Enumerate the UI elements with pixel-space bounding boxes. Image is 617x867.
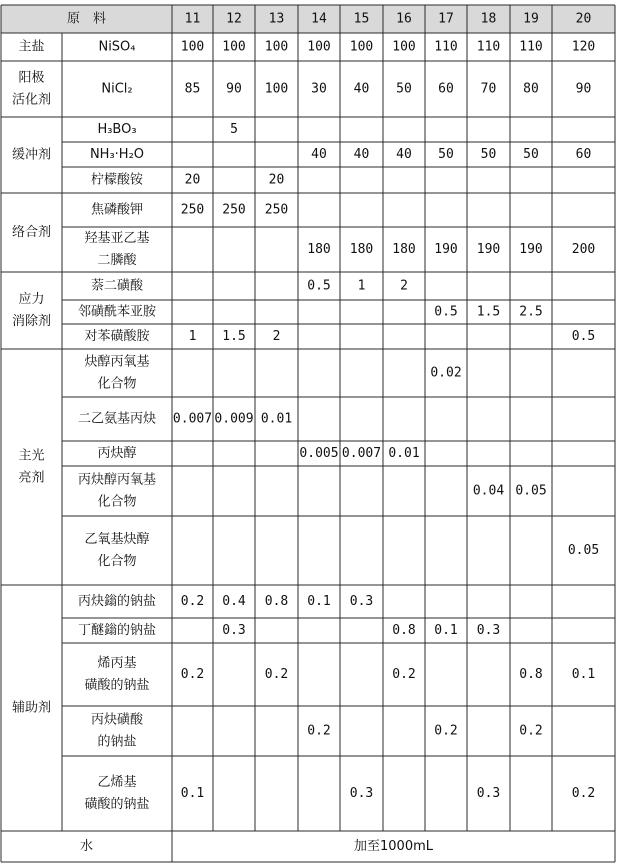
cell-value: 20 (184, 172, 201, 188)
cell-value: 0.8 (264, 594, 289, 609)
cell-value: 20 (268, 172, 285, 188)
ingredient-name-propargyl_alcohol: 丙炔醇 (97, 446, 137, 461)
cell-value: 100 (264, 39, 289, 55)
cell-value: 250 (180, 202, 205, 218)
cell-value: 0.5 (434, 304, 458, 320)
cell-value: 1 (357, 278, 366, 294)
cell-value: 180 (392, 242, 416, 257)
cell-value: 0.3 (349, 786, 374, 801)
cell-value: 100 (349, 39, 374, 55)
cell-value: 180 (349, 242, 374, 257)
header-column-12: 12 (226, 11, 242, 27)
cell-value: 0.1 (180, 786, 205, 801)
ingredient-name-nh3h2o: NH₃·H₂O (89, 147, 145, 162)
ingredient-name-butynediol_propoxy: 炔醇丙氧基 (84, 354, 150, 370)
cell-value: 0.1 (571, 667, 596, 682)
ingredient-name-propargyl_alcohol_propoxy: 化合物 (97, 494, 137, 510)
group-label-complexing: 络合剂 (11, 225, 52, 240)
ingredient-name-vinyl_sulfonate: 乙烯基 (97, 775, 137, 790)
cell-value: 110 (476, 39, 501, 55)
group-label-anode_activator: 活化剂 (11, 92, 52, 108)
cell-value: 190 (476, 242, 501, 257)
header-material-label: 原 料 (66, 11, 107, 27)
cell-value: 110 (519, 39, 543, 55)
group-label-main_brightener: 主光 (18, 448, 45, 464)
cell-value: 0.1 (307, 594, 331, 609)
cell-value: 100 (264, 81, 289, 97)
cell-value: 2 (400, 278, 408, 294)
cell-value: 0.05 (515, 483, 547, 499)
cell-value: 50 (523, 147, 539, 162)
cell-value: 0.8 (392, 623, 416, 638)
cell-value: 5 (230, 122, 238, 137)
cell-value: 0.01 (388, 446, 420, 461)
cell-value: 100 (307, 39, 331, 55)
water-label: 水 (79, 839, 94, 854)
cell-value: 2 (272, 329, 281, 344)
header-column-13: 13 (268, 11, 285, 27)
ingredient-name-h3bo3: H₃BO₃ (97, 122, 137, 137)
cell-value: 1 (188, 329, 197, 344)
cell-value: 0.4 (222, 594, 246, 609)
ingredient-name-naphthalene_disulfonic: 萘二磺酸 (90, 278, 144, 294)
ingredient-name-sulfanilamide: 对苯磺酸胺 (84, 329, 150, 344)
cell-value: 1.5 (476, 304, 501, 320)
cell-value: 0.02 (430, 365, 462, 381)
ingredient-name-nicl2: NiCl₂ (101, 81, 133, 97)
group-label-main_brightener: 亮剂 (18, 470, 45, 486)
water-value: 加至1000mL (354, 839, 433, 854)
cell-value: 90 (226, 81, 242, 97)
cell-value: 120 (571, 39, 596, 55)
header-column-15: 15 (353, 11, 370, 27)
cell-value: 0.04 (472, 483, 505, 499)
header-column-14: 14 (311, 11, 327, 27)
group-label-stress_relief: 消除剂 (11, 314, 52, 329)
cell-value: 50 (396, 81, 412, 97)
cell-value: 1.5 (222, 329, 246, 344)
cell-value: 0.3 (476, 623, 501, 638)
ingredient-name-vinyl_sulfonate: 磺酸的钠盐 (84, 797, 150, 812)
header-column-18: 18 (480, 11, 497, 27)
cell-value: 100 (392, 39, 416, 55)
ingredient-name-allyl_sulfonate: 烯丙基 (97, 656, 137, 671)
group-label-buffer: 缓冲剂 (11, 147, 52, 163)
group-label-main_salt: 主盐 (18, 39, 45, 55)
header-column-20: 20 (575, 11, 592, 27)
cell-value: 190 (434, 242, 458, 257)
header-column-19: 19 (523, 11, 539, 27)
cell-value: 250 (222, 202, 246, 218)
ingredient-name-propynyl_sulfonate: 丙炔鎓的钠盐 (77, 594, 157, 609)
ingredient-name-saccharin: 邻磺酰苯亚胺 (77, 304, 157, 320)
group-label-stress_relief: 应力 (18, 292, 45, 307)
cell-value: 0.3 (349, 594, 374, 609)
cell-value: 40 (353, 147, 370, 162)
ingredient-name-hedp: 羟基亚乙基 (84, 231, 150, 246)
cell-value: 100 (222, 39, 246, 55)
ingredient-name-diethylaminopropyne: 二乙氨基丙炔 (77, 411, 157, 427)
cell-value: 0.1 (434, 623, 458, 638)
cell-value: 0.005 (299, 446, 339, 461)
cell-value: 0.2 (264, 667, 289, 682)
ingredient-name-propyne_sulfonate: 丙炔磺酸 (90, 712, 144, 728)
cell-value: 0.2 (180, 594, 205, 609)
ingredient-name-butynediol_propoxy: 化合物 (97, 376, 137, 392)
cell-value: 60 (438, 81, 454, 97)
cell-value: 0.2 (392, 667, 416, 682)
ingredient-name-ammonium_citrate: 柠檬酸铵 (90, 172, 144, 188)
ingredient-name-hedp: 二膦酸 (97, 253, 137, 268)
cell-value: 40 (396, 147, 412, 162)
cell-value: 0.007 (341, 446, 382, 461)
ingredient-name-butyl_ether_sulfonate: 丁醚鎓的钠盐 (77, 623, 157, 638)
cell-value: 0.01 (260, 411, 293, 427)
cell-value: 0.05 (567, 543, 600, 558)
cell-value: 100 (180, 39, 205, 55)
cell-value: 60 (575, 147, 592, 162)
cell-value: 2.5 (519, 304, 543, 320)
cell-value: 50 (480, 147, 497, 162)
header-column-16: 16 (396, 11, 412, 27)
cell-value: 0.5 (571, 329, 596, 344)
cell-value: 0.2 (519, 723, 543, 739)
header-column-11: 11 (184, 11, 201, 27)
cell-value: 0.3 (222, 623, 246, 638)
group-label-auxiliary: 辅助剂 (11, 700, 52, 716)
ingredient-name-propargyl_alcohol_propoxy: 丙炔醇丙氧基 (77, 472, 157, 488)
cell-value: 0.8 (519, 667, 543, 682)
ingredient-name-ethoxy_alkynol: 化合物 (97, 554, 137, 569)
ingredient-name-niso4: NiSO₄ (98, 39, 136, 55)
header-column-17: 17 (438, 11, 454, 27)
group-label-anode_activator: 阳极 (18, 70, 45, 86)
ingredient-name-allyl_sulfonate: 磺酸的钠盐 (84, 678, 150, 693)
cell-value: 0.2 (571, 786, 596, 801)
cell-value: 110 (434, 39, 458, 55)
cell-value: 0.2 (180, 667, 205, 682)
cell-value: 80 (523, 81, 539, 97)
cell-value: 200 (571, 242, 596, 257)
cell-value: 70 (480, 81, 497, 97)
cell-value: 0.009 (214, 411, 254, 427)
cell-value: 250 (264, 202, 289, 218)
cell-value: 180 (307, 242, 331, 257)
cell-value: 40 (353, 81, 370, 97)
cell-value: 85 (184, 81, 201, 97)
ingredient-name-potassium_pyrophosphate: 焦磷酸钾 (90, 202, 144, 218)
cell-value: 0.2 (307, 723, 331, 739)
cell-value: 50 (438, 147, 454, 162)
ingredient-name-ethoxy_alkynol: 乙氧基炔醇 (84, 532, 150, 547)
cell-value: 0.2 (434, 723, 458, 739)
cell-value: 0.007 (172, 411, 213, 427)
cell-value: 40 (311, 147, 327, 162)
cell-value: 90 (575, 81, 592, 97)
cell-value: 0.5 (307, 278, 331, 294)
ingredient-name-propyne_sulfonate: 的钠盐 (97, 734, 137, 750)
cell-value: 0.3 (476, 786, 501, 801)
cell-value: 30 (311, 81, 327, 97)
cell-value: 190 (519, 242, 543, 257)
